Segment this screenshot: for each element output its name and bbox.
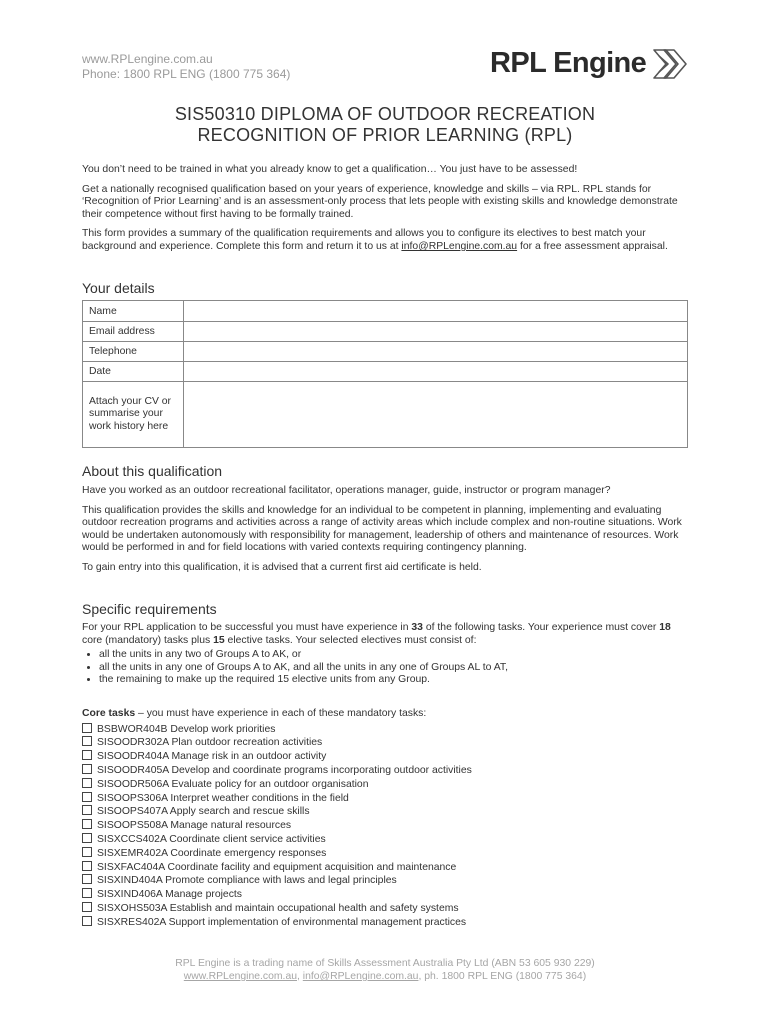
- footer-company-line: RPL Engine is a trading name of Skills Assessment Australia Pty Ltd (ABN 53 605 930 229): [175, 958, 595, 969]
- intro-section: [82, 164, 692, 261]
- checkbox[interactable]: [82, 805, 92, 815]
- checkbox[interactable]: [82, 764, 92, 774]
- req-count-total: 33: [411, 622, 423, 633]
- details-form-table: [82, 300, 688, 448]
- task-label: SISXIND404A Promote compliance with laws and legal principles: [97, 875, 397, 887]
- footer-email-link[interactable]: info@RPLengine.com.au: [302, 971, 419, 982]
- core-task-item: [82, 902, 692, 916]
- core-task-item: [82, 833, 692, 847]
- form-row-email: [83, 322, 688, 342]
- checkbox[interactable]: [82, 750, 92, 760]
- title-line-1: SIS50310 DIPLOMA OF OUTDOOR RECREATION: [174, 104, 596, 124]
- intro-paragraph-3: [82, 228, 692, 253]
- checkbox[interactable]: [82, 833, 92, 843]
- cv-field[interactable]: [184, 382, 688, 448]
- form-row-telephone: [83, 342, 688, 362]
- about-paragraph-1: Have you worked as an outdoor recreational facilitator, operations manager, guide, instructor or program manager?: [82, 485, 611, 496]
- core-task-item: [82, 723, 692, 737]
- task-label: SISOODR405A Develop and coordinate programs incorporating outdoor activities: [97, 764, 472, 776]
- elective-rules-list: [82, 649, 692, 687]
- your-details-heading: Your details: [82, 280, 155, 296]
- form-row-name: [83, 301, 688, 322]
- page-footer: [0, 957, 770, 983]
- req-text: core (mandatory) tasks plus: [82, 634, 214, 646]
- core-task-item: [82, 792, 692, 806]
- core-task-item: [82, 874, 692, 888]
- task-label: SISOODR506A Evaluate policy for an outdoor organisation: [97, 778, 369, 790]
- core-task-item: [82, 778, 692, 792]
- header-website[interactable]: www.RPLengine.com.au: [82, 52, 213, 66]
- logo-text: RPL Engine: [490, 46, 647, 79]
- req-text: elective tasks. Your selected electives must consist of:: [224, 634, 477, 646]
- task-label: SISOODR404A Manage risk in an outdoor activity: [97, 751, 327, 763]
- header-phone: Phone: 1800 RPL ENG (1800 775 364): [82, 67, 291, 81]
- rpl-engine-logo: [490, 44, 690, 82]
- task-label: SISXOHS503A Establish and maintain occupational health and safety systems: [97, 902, 459, 914]
- field-label: Attach your CV or summarise your work history here: [83, 382, 184, 448]
- about-paragraph-3: To gain entry into this qualification, it is advised that a current first aid certificate is held.: [82, 561, 482, 573]
- task-label: SISOOPS508A Manage natural resources: [97, 820, 292, 832]
- task-label: SISXRES402A Support implementation of environmental management practices: [97, 916, 467, 928]
- telephone-field[interactable]: [184, 342, 688, 362]
- checkbox[interactable]: [82, 723, 92, 733]
- field-label: Name: [83, 301, 184, 322]
- core-task-item: [82, 736, 692, 750]
- req-text: of the following tasks. Your experience must cover: [422, 622, 660, 633]
- field-label: Email address: [83, 322, 184, 342]
- req-count-elective: 15: [213, 634, 225, 646]
- specific-requirements-heading: Specific requirements: [82, 601, 217, 617]
- intro-paragraph-1: You don’t need to be trained in what you already know to get a qualification… You just have to be assessed!: [82, 164, 578, 175]
- task-label: SISXEMR402A Coordinate emergency responses: [97, 847, 327, 859]
- header-contact: [82, 52, 290, 82]
- checkbox[interactable]: [82, 778, 92, 788]
- core-task-item: [82, 764, 692, 778]
- list-item: • all the units in any two of Groups A to AK, or: [99, 649, 692, 662]
- email-field[interactable]: [184, 322, 688, 342]
- core-task-item: [82, 819, 692, 833]
- about-heading: About this qualification: [82, 463, 223, 479]
- intro-paragraph-2: Get a nationally recognised qualification based on your years of experience, knowledge and skills – via RPL. RPL stands for ‘Recognition of Prior Learning’ and is an assessment-only process that lets people with existing skills and knowledge demonstrate their competence without first having to be formally trained.: [82, 183, 678, 220]
- list-item: • all the units in any one of Groups A to AK, and all the units in any one of Groups AL to AT,: [99, 662, 692, 675]
- task-label: SISXCCS402A Coordinate client service activities: [97, 833, 326, 845]
- core-task-item: [82, 861, 692, 875]
- core-tasks-instruction: – you must have experience in each of these mandatory tasks:: [135, 708, 427, 719]
- core-tasks-list: [82, 723, 692, 930]
- checkbox[interactable]: [82, 916, 92, 926]
- core-task-item: [82, 847, 692, 861]
- task-label: SISXIND406A Manage projects: [97, 889, 242, 901]
- task-label: SISOODR302A Plan outdoor recreation activities: [97, 737, 323, 749]
- intro-p3-text: This form provides a summary of the qualification requirements and allows you to configure its electives to best match your background and experience. Complete this form and return it to us at: [82, 228, 646, 252]
- task-label: SISXFAC404A Coordinate facility and equipment acquisition and maintenance: [97, 861, 457, 873]
- field-label: Date: [83, 362, 184, 382]
- checkbox[interactable]: [82, 736, 92, 746]
- core-tasks-section: [82, 708, 692, 930]
- core-task-item: [82, 916, 692, 930]
- form-row-date: [83, 362, 688, 382]
- footer-separator: ,: [297, 971, 303, 982]
- core-task-item: [82, 750, 692, 764]
- intro-p3-tail: for a free assessment appraisal.: [517, 240, 668, 252]
- task-label: SISOOPS407A Apply search and rescue skills: [97, 806, 310, 818]
- requirements-paragraph: [82, 622, 692, 647]
- checkbox[interactable]: [82, 792, 92, 802]
- core-tasks-heading: [82, 708, 692, 721]
- req-text: For your RPL application to be successful you must have experience in: [82, 622, 412, 633]
- core-tasks-label: Core tasks: [82, 708, 136, 719]
- task-label: SISOOPS306A Interpret weather conditions in the field: [97, 792, 349, 804]
- chevron-logo-icon: [650, 46, 690, 82]
- checkbox[interactable]: [82, 819, 92, 829]
- footer-contact-line: [0, 970, 770, 983]
- form-row-cv: [83, 382, 688, 448]
- checkbox[interactable]: [82, 888, 92, 898]
- task-label: BSBWOR404B Develop work priorities: [97, 723, 276, 735]
- name-field[interactable]: [184, 301, 688, 322]
- title-line-2: RECOGNITION OF PRIOR LEARNING (RPL): [197, 125, 573, 145]
- about-paragraph-2: This qualification provides the skills and knowledge for an individual to be competent in planning, implementing and evaluating outdoor recreation programs and activities across a range of activity areas which include complex and non-routine situations. Work would be undertaken autonomously with responsibility for management, leadership of others and maintenance of resources. Work would be performed in and for field locations with varied contexts requiring contingency planning.: [82, 504, 682, 554]
- list-item: • the remaining to make up the required 15 elective units from any Group.: [99, 674, 692, 687]
- checkbox[interactable]: [82, 874, 92, 884]
- date-field[interactable]: [184, 362, 688, 382]
- core-task-item: [82, 888, 692, 902]
- checkbox[interactable]: [82, 847, 92, 857]
- document-title: [0, 104, 770, 146]
- checkbox[interactable]: [82, 861, 92, 871]
- core-task-item: [82, 805, 692, 819]
- about-section: [82, 485, 692, 582]
- checkbox[interactable]: [82, 902, 92, 912]
- field-label: Telephone: [83, 342, 184, 362]
- req-count-core: 18: [659, 622, 671, 633]
- footer-website-link[interactable]: www.RPLengine.com.au: [183, 971, 297, 982]
- email-link[interactable]: info@RPLengine.com.au: [401, 240, 518, 252]
- footer-phone: , ph. 1800 RPL ENG (1800 775 364): [418, 971, 587, 982]
- specific-requirements-section: [82, 622, 692, 687]
